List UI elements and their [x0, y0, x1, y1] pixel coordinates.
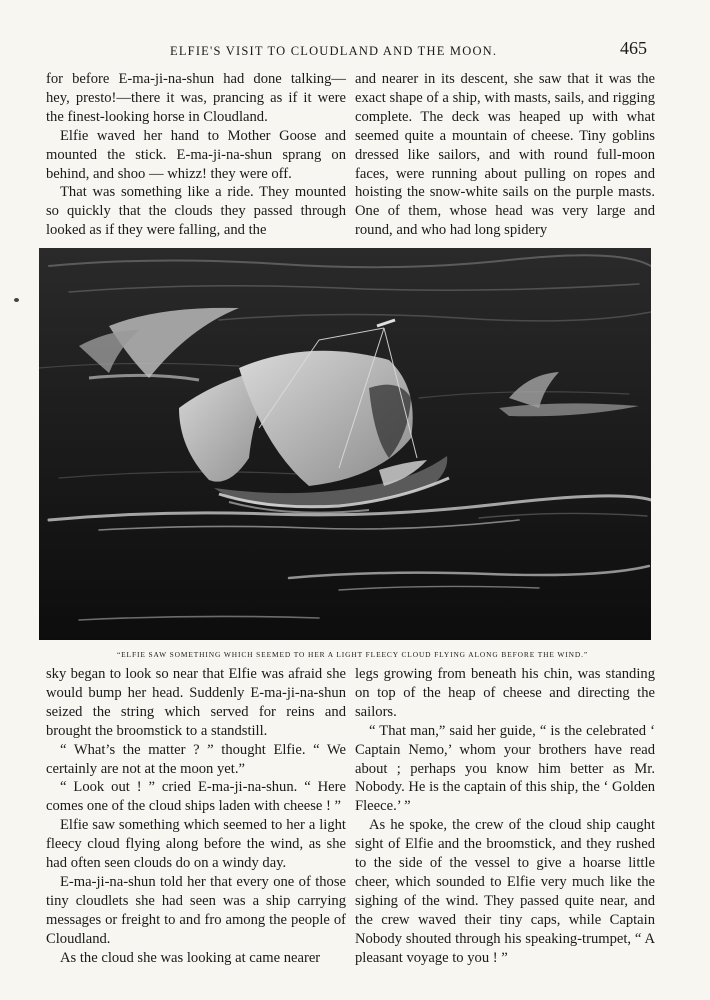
paragraph: “ What’s the matter ? ” thought Elfie. “ We certainly are not at the moon yet.”	[46, 741, 346, 777]
paragraph: Elfie saw something which seemed to her a light fleecy cloud flying along before the wind, as she had often seen clouds do on a windy day.	[46, 817, 346, 872]
paragraph: “ Look out ! ” cried E-ma-ji-na-shun. “ Here comes one of the cloud ships laden with cheese ! ”	[46, 779, 346, 815]
paragraph: “ That man,” said her guide, “ is the celebrated ‘ Captain Nemo,’ whom your brothers have read about ; perhaps you know him better as Mr. Nobody. He is the captain of this ship, the ‘ Golden Fleece.’ ”	[355, 722, 655, 815]
column-bottom-right	[355, 665, 655, 968]
paragraph: legs growing from beneath his chin, was standing on top of the heap of cheese and directing the sailors.	[355, 666, 655, 720]
paragraph: and nearer in its descent, she saw that it was the exact shape of a ship, with masts, sails, and rigging complete. The deck was heaped up with what seemed quite a mountain of cheese. Tiny goblins dressed like sailors, and with round full-moon faces, were running about pulling on ropes and hoisting the snow-white sails on the purple masts. One of them, whose head was very large and round, and who had long spidery	[355, 71, 655, 239]
page-number: 465	[620, 38, 647, 58]
column-bottom-left	[46, 665, 346, 968]
illustration-drawing	[39, 248, 651, 640]
column-top-left	[46, 70, 346, 240]
illustration-cloud-ship	[39, 248, 651, 640]
paragraph: Elfie waved her hand to Mother Goose and mounted the stick. E-ma-ji-na-shun sprang on behind, and shoo — whizz! they were off.	[46, 127, 346, 182]
paragraph: E-ma-ji-na-shun told her that every one of those tiny cloudlets she had seen was a ship carrying messages or freight to and fro among the people of Cloudland.	[46, 873, 346, 947]
paragraph: That was something like a ride. They mounted so quickly that the clouds they passed through looked as if they were falling, and the	[46, 184, 346, 239]
running-title: ELFIE'S VISIT TO CLOUDLAND AND THE MOON.	[170, 44, 498, 58]
paragraph: As he spoke, the crew of the cloud ship caught sight of Elfie and the broomstick, and they rushed to the side of the vessel to give a hoarse little cheer, which sounded to Elfie very much like the sighing of the wind. They passed quite near, and the crew waved their tiny caps, while Captain Nobody shouted through his speaking-trumpet, “ A pleasant voyage to you ! ”	[355, 817, 655, 966]
paragraph: sky began to look so near that Elfie was afraid she would bump her head. Suddenly E-ma-ji-na-shun seized the string which served for reins and brought the broomstick to a standstill.	[46, 666, 346, 739]
paragraph: for before E-ma-ji-na-shun had done talking— hey, presto!—there it was, prancing as if it were the finest-looking horse in Cloudland.	[46, 71, 346, 125]
figure-caption: “ELFIE SAW SOMETHING WHICH SEEMED TO HER A LIGHT FLEECY CLOUD FLYING ALONG BEFORE THE WIND.”	[116, 650, 589, 659]
paragraph: As the cloud she was looking at came nearer	[60, 949, 321, 966]
print-speck	[14, 298, 19, 302]
column-top-right	[355, 70, 655, 240]
running-head	[0, 38, 710, 62]
